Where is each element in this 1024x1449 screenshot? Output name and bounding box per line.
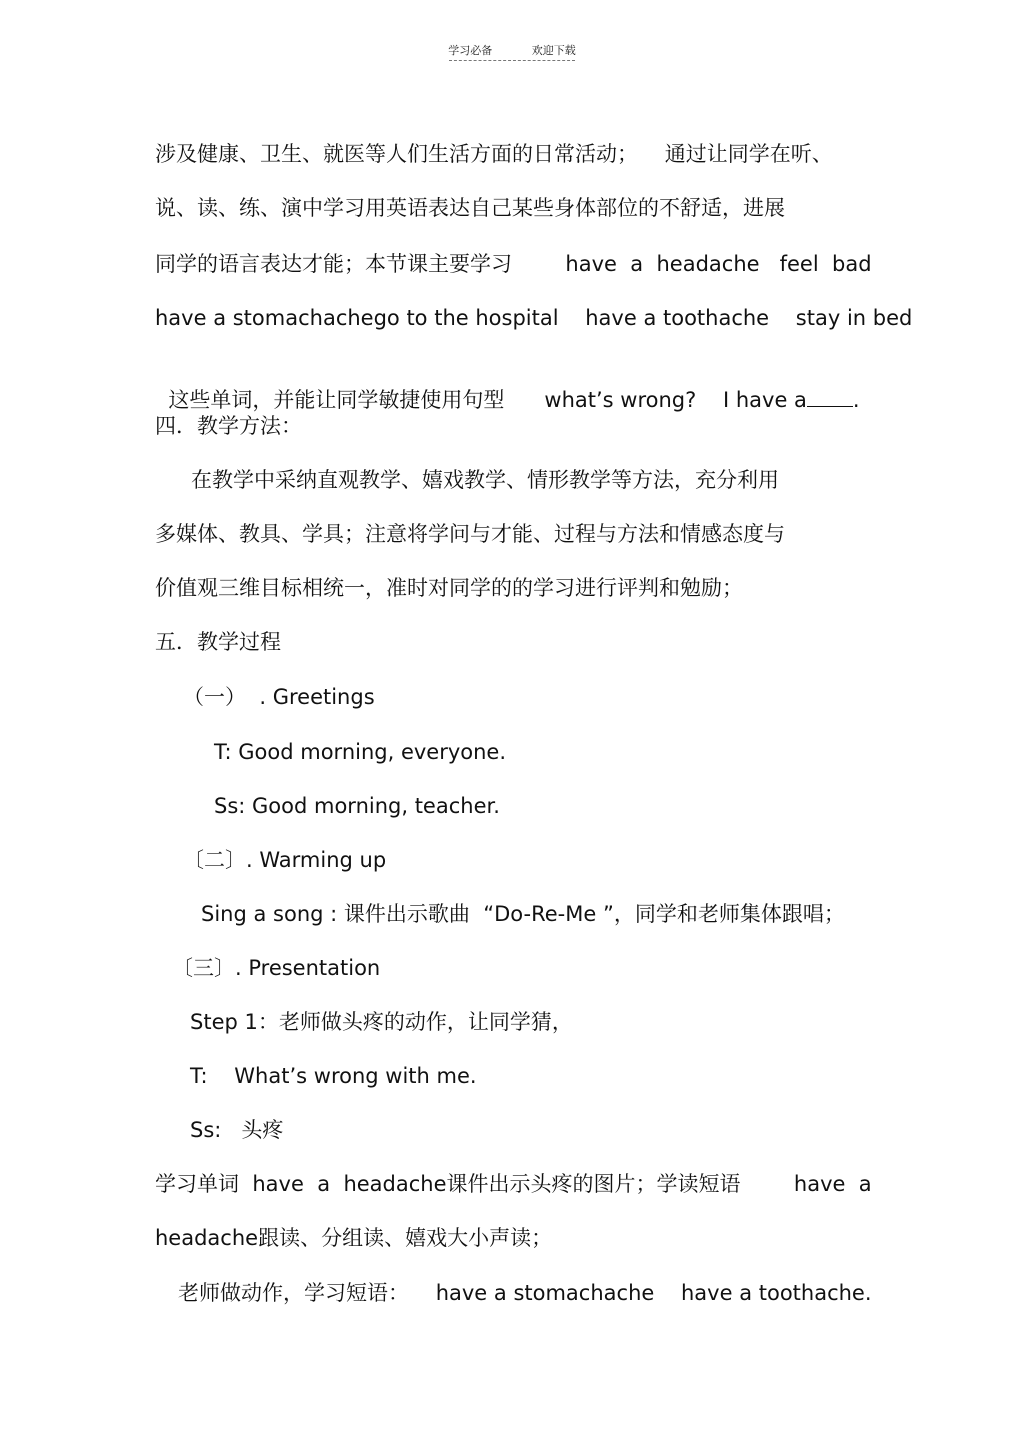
page-header	[0, 42, 1024, 58]
subsection-heading: （一） . Greetings	[183, 685, 375, 709]
header-left-text: 学习必备	[448, 44, 493, 57]
text-line: Sing a song : 课件出示歌曲 “Do-Re-Me ”，同学和老师集体跟唱；	[201, 902, 845, 926]
text-line: 涉及健康、卫生、就医等人们生活方面的日常活动； 通过让同学在听、	[155, 142, 833, 166]
subsection-heading: 〔三〕. Presentation	[172, 956, 381, 980]
dialogue-line: Ss: 头疼	[190, 1118, 284, 1142]
section-heading: 五．教学过程	[155, 630, 281, 654]
header-right-text: 欢迎下载	[531, 44, 576, 57]
text-line	[155, 358, 860, 414]
fill-in-blank	[807, 388, 853, 407]
text-line: 同学的语言表达才能；本节课主要学习 have a headache feel bad	[155, 252, 872, 276]
text-line: Step 1：老师做头疼的动作，让同学猜，	[190, 1010, 573, 1034]
section-heading: 四．教学方法：	[155, 414, 302, 438]
text-segment: 这些单词，并能让同学敏捷使用句型 what’s wrong? I have a	[168, 388, 807, 412]
dialogue-line: Ss: Good morning, teacher.	[214, 794, 500, 818]
text-line: have a stomachachego to the hospital have a toothache stay in bed	[155, 306, 913, 330]
header-divider	[449, 60, 575, 61]
subsection-heading: 〔二〕. Warming up	[183, 848, 387, 872]
text-line: 说、读、练、演中学习用英语表达自己某些身体部位的不舒适，进展	[155, 196, 785, 220]
text-line: 学习单词 have a headache课件出示头疼的图片；学读短语 have a	[155, 1172, 872, 1196]
text-line: 在教学中采纳直观教学、嬉戏教学、情形教学等方法，充分利用	[191, 468, 779, 492]
dialogue-line: T: Good morning, everyone.	[214, 740, 507, 764]
text-line: 老师做动作，学习短语： have a stomachache have a toothache.	[178, 1281, 872, 1305]
text-line: 多媒体、教具、学具；注意将学问与才能、过程与方法和情感态度与	[155, 522, 785, 546]
text-line: headache跟读、分组读、嬉戏大小声读；	[155, 1226, 553, 1250]
dialogue-line: T: What’s wrong with me.	[190, 1064, 477, 1088]
text-line: 价值观三维目标相统一，准时对同学的的学习进行评判和勉励；	[155, 576, 743, 600]
text-segment: .	[852, 388, 860, 412]
